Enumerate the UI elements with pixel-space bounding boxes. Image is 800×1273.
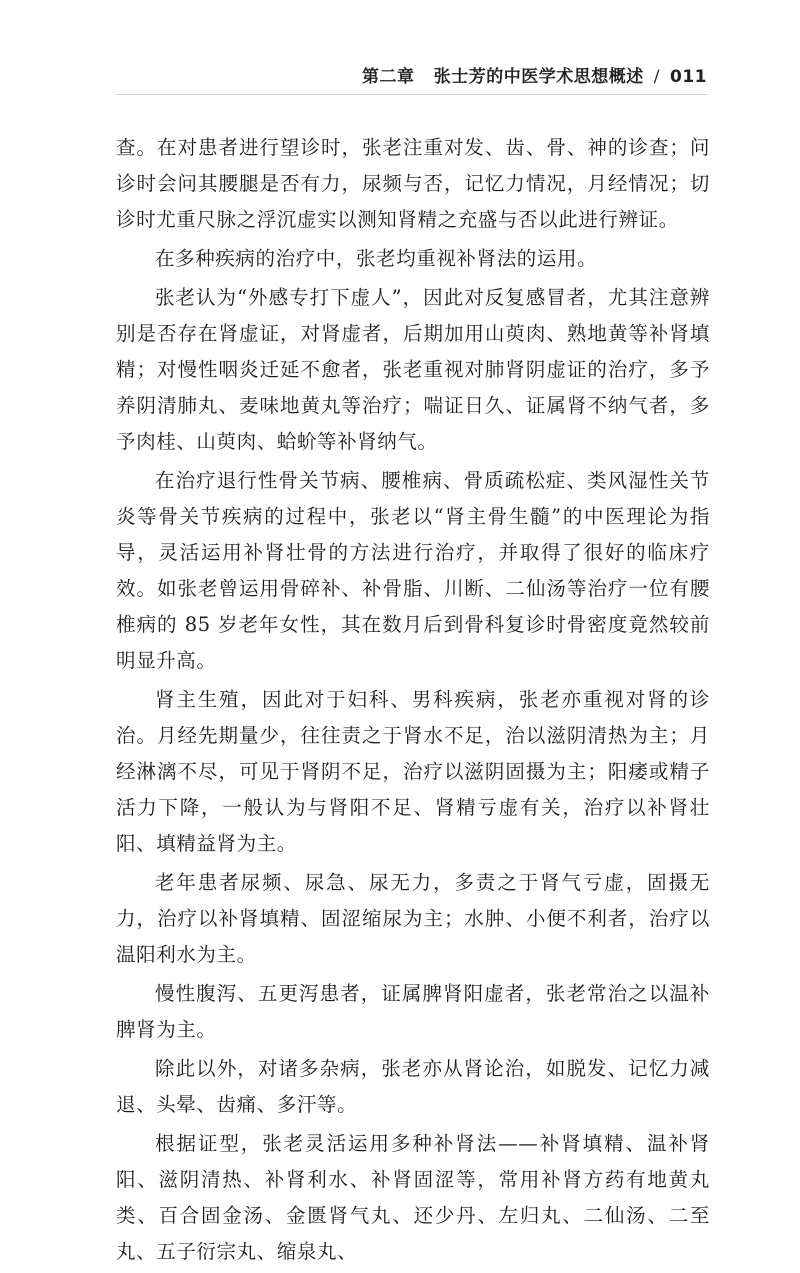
paragraph: 在多种疾病的治疗中，张老均重视补肾法的运用。: [155, 247, 598, 270]
paragraph: 慢性腹泻、五更泻患者，证属脾肾阳虚者，张老常治之以温补脾肾为主。: [116, 982, 710, 1041]
running-header: [362, 62, 707, 87]
paragraph: 根据证型，张老灵活运用多种补肾法——补肾填精、温补肾阳、滋阴清热、补肾利水、补肾固涩等，常用补肾方药有地黄丸类、百合固金汤、金匮肾气丸、还少丹、左归丸、二仙汤、二至丸、五子衍宗丸、缩泉丸、: [116, 1132, 710, 1263]
page-number: 011: [670, 67, 707, 87]
paragraph: 肾主生殖，因此对于妇科、男科疾病，张老亦重视对肾的诊治。月经先期量少，往往责之于肾水不足，治以滋阴清热为主；月经淋漓不尽，可见于肾阴不足，治疗以滋阴固摄为主；阳痿或精子活力下降，一般认为与肾阳不足、肾精亏虚有关，治疗以补肾壮阳、填精益肾为主。: [116, 688, 710, 855]
chapter-label: 第二章: [362, 67, 415, 87]
header-rule: [116, 94, 707, 95]
paragraph: 除此以外，对诸多杂病，张老亦从肾论治，如脱发、记忆力减退、头晕、齿痛、多汗等。: [116, 1057, 710, 1116]
body-text: [116, 130, 710, 1273]
paragraph: 张老认为“外感专打下虚人”，因此对反复感冒者，尤其注意辨别是否存在肾虚证，对肾虚者，后期加用山萸肉、熟地黄等补肾填精；对慢性咽炎迁延不愈者，张老重视对肺肾阴虚证的治疗，多予养阴清肺丸、麦味地黄丸等治疗；喘证日久、证属肾不纳气者，多予肉桂、山萸肉、蛤蚧等补肾纳气。: [116, 286, 710, 453]
paragraph: 老年患者尿频、尿急、尿无力，多责之于肾气亏虚，固摄无力，治疗以补肾填精、固涩缩尿为主；水肿、小便不利者，治疗以温阳利水为主。: [116, 871, 710, 966]
header-separator: /: [653, 67, 660, 87]
paragraph: 在治疗退行性骨关节病、腰椎病、骨质疏松症、类风湿性关节炎等骨关节疾病的过程中，张老以“肾主骨生髓”的中医理论为指导，灵活运用补肾壮骨的方法进行治疗，并取得了很好的临床疗效。如张老曾运用骨碎补、补骨脂、川断、二仙汤等治疗一位有腰椎病的 85 岁老年女性，其在数月后到骨科复诊时骨密度竟然较前明显升高。: [116, 469, 710, 672]
chapter-title: 张士芳的中医学术思想概述: [433, 67, 644, 87]
paragraph-continuation: 查。在对患者进行望诊时，张老注重对发、齿、骨、神的诊查；问诊时会问其腰腿是否有力，尿频与否，记忆力情况，月经情况；切诊时尤重尺脉之浮沉虚实以测知肾精之充盛与否以此进行辨证。: [116, 136, 710, 231]
